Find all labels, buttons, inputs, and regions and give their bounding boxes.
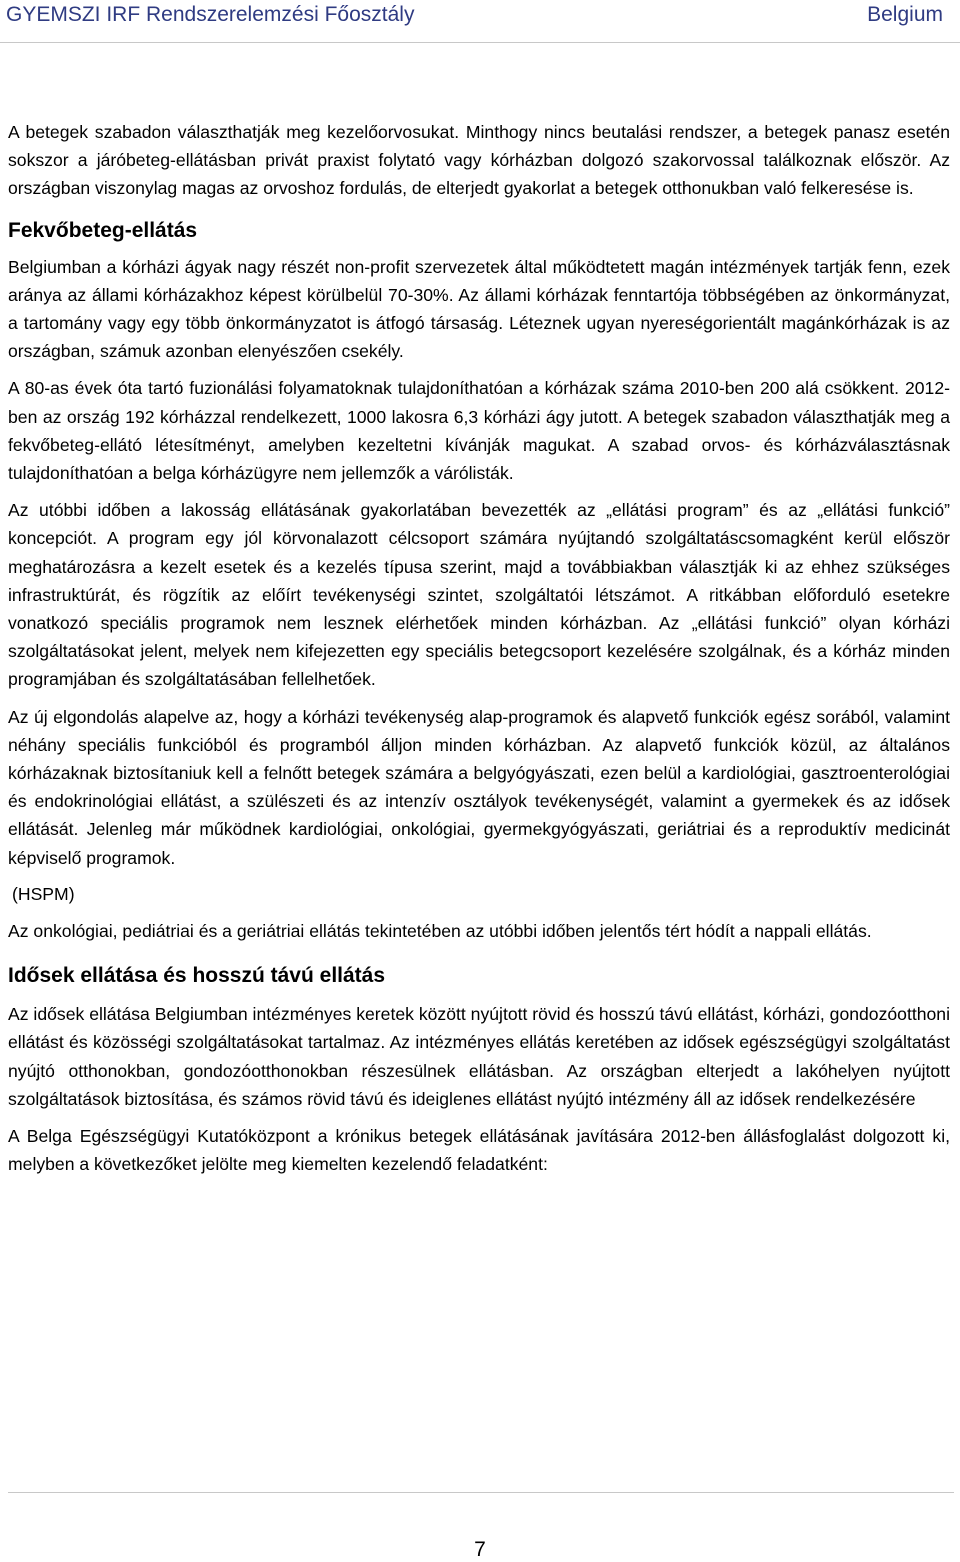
page-header [0,0,960,36]
paragraph-care-program: Az utóbbi időben a lakosság ellátásának gyakorlatában bevezették az „ellátási program” és az „ellátási funkció” koncepciót. A program egy jól körvonalazott célcsoport számára nyújtandó szolgáltatáscsomagként kerül először meghatározásra a kezelt esetek és a kezelés típusa szerint, majd a továbbiakban választják ki az ehhez szükséges infrastruktúrát, és rögzítik az előírt tevékenységi szintet, szolgáltatói létszámot. A ritkábban előforduló esetekre vonatkozó speciális programok nem lesznek elérhetőek minden kórházban. Az „ellátási funkció” olyan kórházi szolgáltatásokat jelent, melyek nem kifejezetten egy speciális betegcsoport kezelésére szolgálnak, és a kórház minden programjában és szolgáltatásában fellelhetőek. [8,500,950,690]
header-department: GYEMSZI IRF Rendszerelemzési Főosztály [6,3,415,26]
paragraph-hospital-beds: Belgiumban a kórházi ágyak nagy részét non-profit szervezetek által működtetett magán intézmények tartják fenn, ezek aránya az állami kórházakhoz képest körülbelül 70-30%. Az állami kórházak fenntartója többségében az önkormányzat, a tartomány vagy egy több önkormányzatot is átfogó társaság. Léteznek ugyan nyereségorientált magánkórházak is az országban, számuk azonban elenyészően csekély. [8,256,950,362]
page-number: 7 [474,1538,486,1561]
paragraph-hospital-numbers: A 80-as évek óta tartó fuzionálási folyamatoknak tulajdoníthatóan a kórházak száma 2010-ben 200 alá csökkent. 2012-ben az ország 192 kórházzal rendelkezett, 1000 lakosra 6,3 kórházi ágy jutott. A betegek szabadon választhatják meg a fekvőbeteg-ellátó létesítményt, amelyben kezeltetni kívánják magukat. A szabad orvos- és kórházválasztásnak tulajdoníthatóan a belga kórházügyre nem jellemzők a várólisták. [8,378,950,484]
section-heading-inpatient-care: Fekvőbeteg-ellátás [8,218,198,242]
paragraph-source-reference: (HSPM) [12,883,75,904]
paragraph-elderly-care: Az idősek ellátása Belgiumban intézményes keretek között nyújtott rövid és hosszú távú ellátást, kórházi, gondozóotthoni ellátást és közösségi szolgáltatásokat tartalmaz. Az intézményes ellátás keretében az idősek egészségügyi szolgáltatást nyújtó otthonokban, gondozóotthonokban részesülnek ellátásban. Az országban elterjedt a lakóhelyen nyújtott szolgáltatások biztosítása, és számos rövid távú és ideiglenes ellátást nyújtó intézmény áll az idősek rendelkezésére [8,1004,950,1109]
header-country: Belgium [867,3,943,26]
paragraph-new-concept: Az új elgondolás alapelve az, hogy a kórházi tevékenység alap-programok és alapvető funkciók egész sorából, valamint néhány speciális funkcióból és programból álljon minden kórházban. Az alapvető funkciók közül, az általános kórházaknak biztosítaniuk kell a felnőtt betegek számára a belgyógyászati, ezen belül a kardiológiai, gasztroenterológiai és endokrinológiai ellátást, a szülészeti és az intenzív osztályok tevékenységét, valamint a gyermekek és az idősek ellátását. Jelenleg már működnek kardiológiai, onkológiai, gyermekgyógyászati, geriátriai és a reproduktív medicinát képviselő programok. [8,706,950,868]
paragraph-day-care: Az onkológiai, pediátriai és a geriátriai ellátás tekintetében az utóbbi időben jelentős tért hódít a nappali ellátás. [8,921,872,942]
section-heading-elderly-care: Idősek ellátása és hosszú távú ellátás [8,964,386,988]
footer-divider [8,1492,954,1493]
paragraph-patient-choice: A betegek szabadon választhatják meg kezelőorvosukat. Minthogy nincs beutalási rendszer, a betegek panasz esetén sokszor a járóbeteg-ellátásban privát praxist folytató vagy kórházban dolgozó szakorvossal találkoznak először. Az országban viszonylag magas az orvoshoz fordulás, de elterjedt gyakorlat a betegek otthonukban való felkeresése is. [8,122,950,199]
paragraph-research-centre: A Belga Egészségügyi Kutatóközpont a krónikus betegek ellátásának javítására 2012-ben állásfoglalást dolgozott ki, melyben a következőket jelölte meg kiemelten kezelendő feladatként: [8,1126,950,1175]
header-divider [0,42,960,43]
document-body [8,118,950,1188]
